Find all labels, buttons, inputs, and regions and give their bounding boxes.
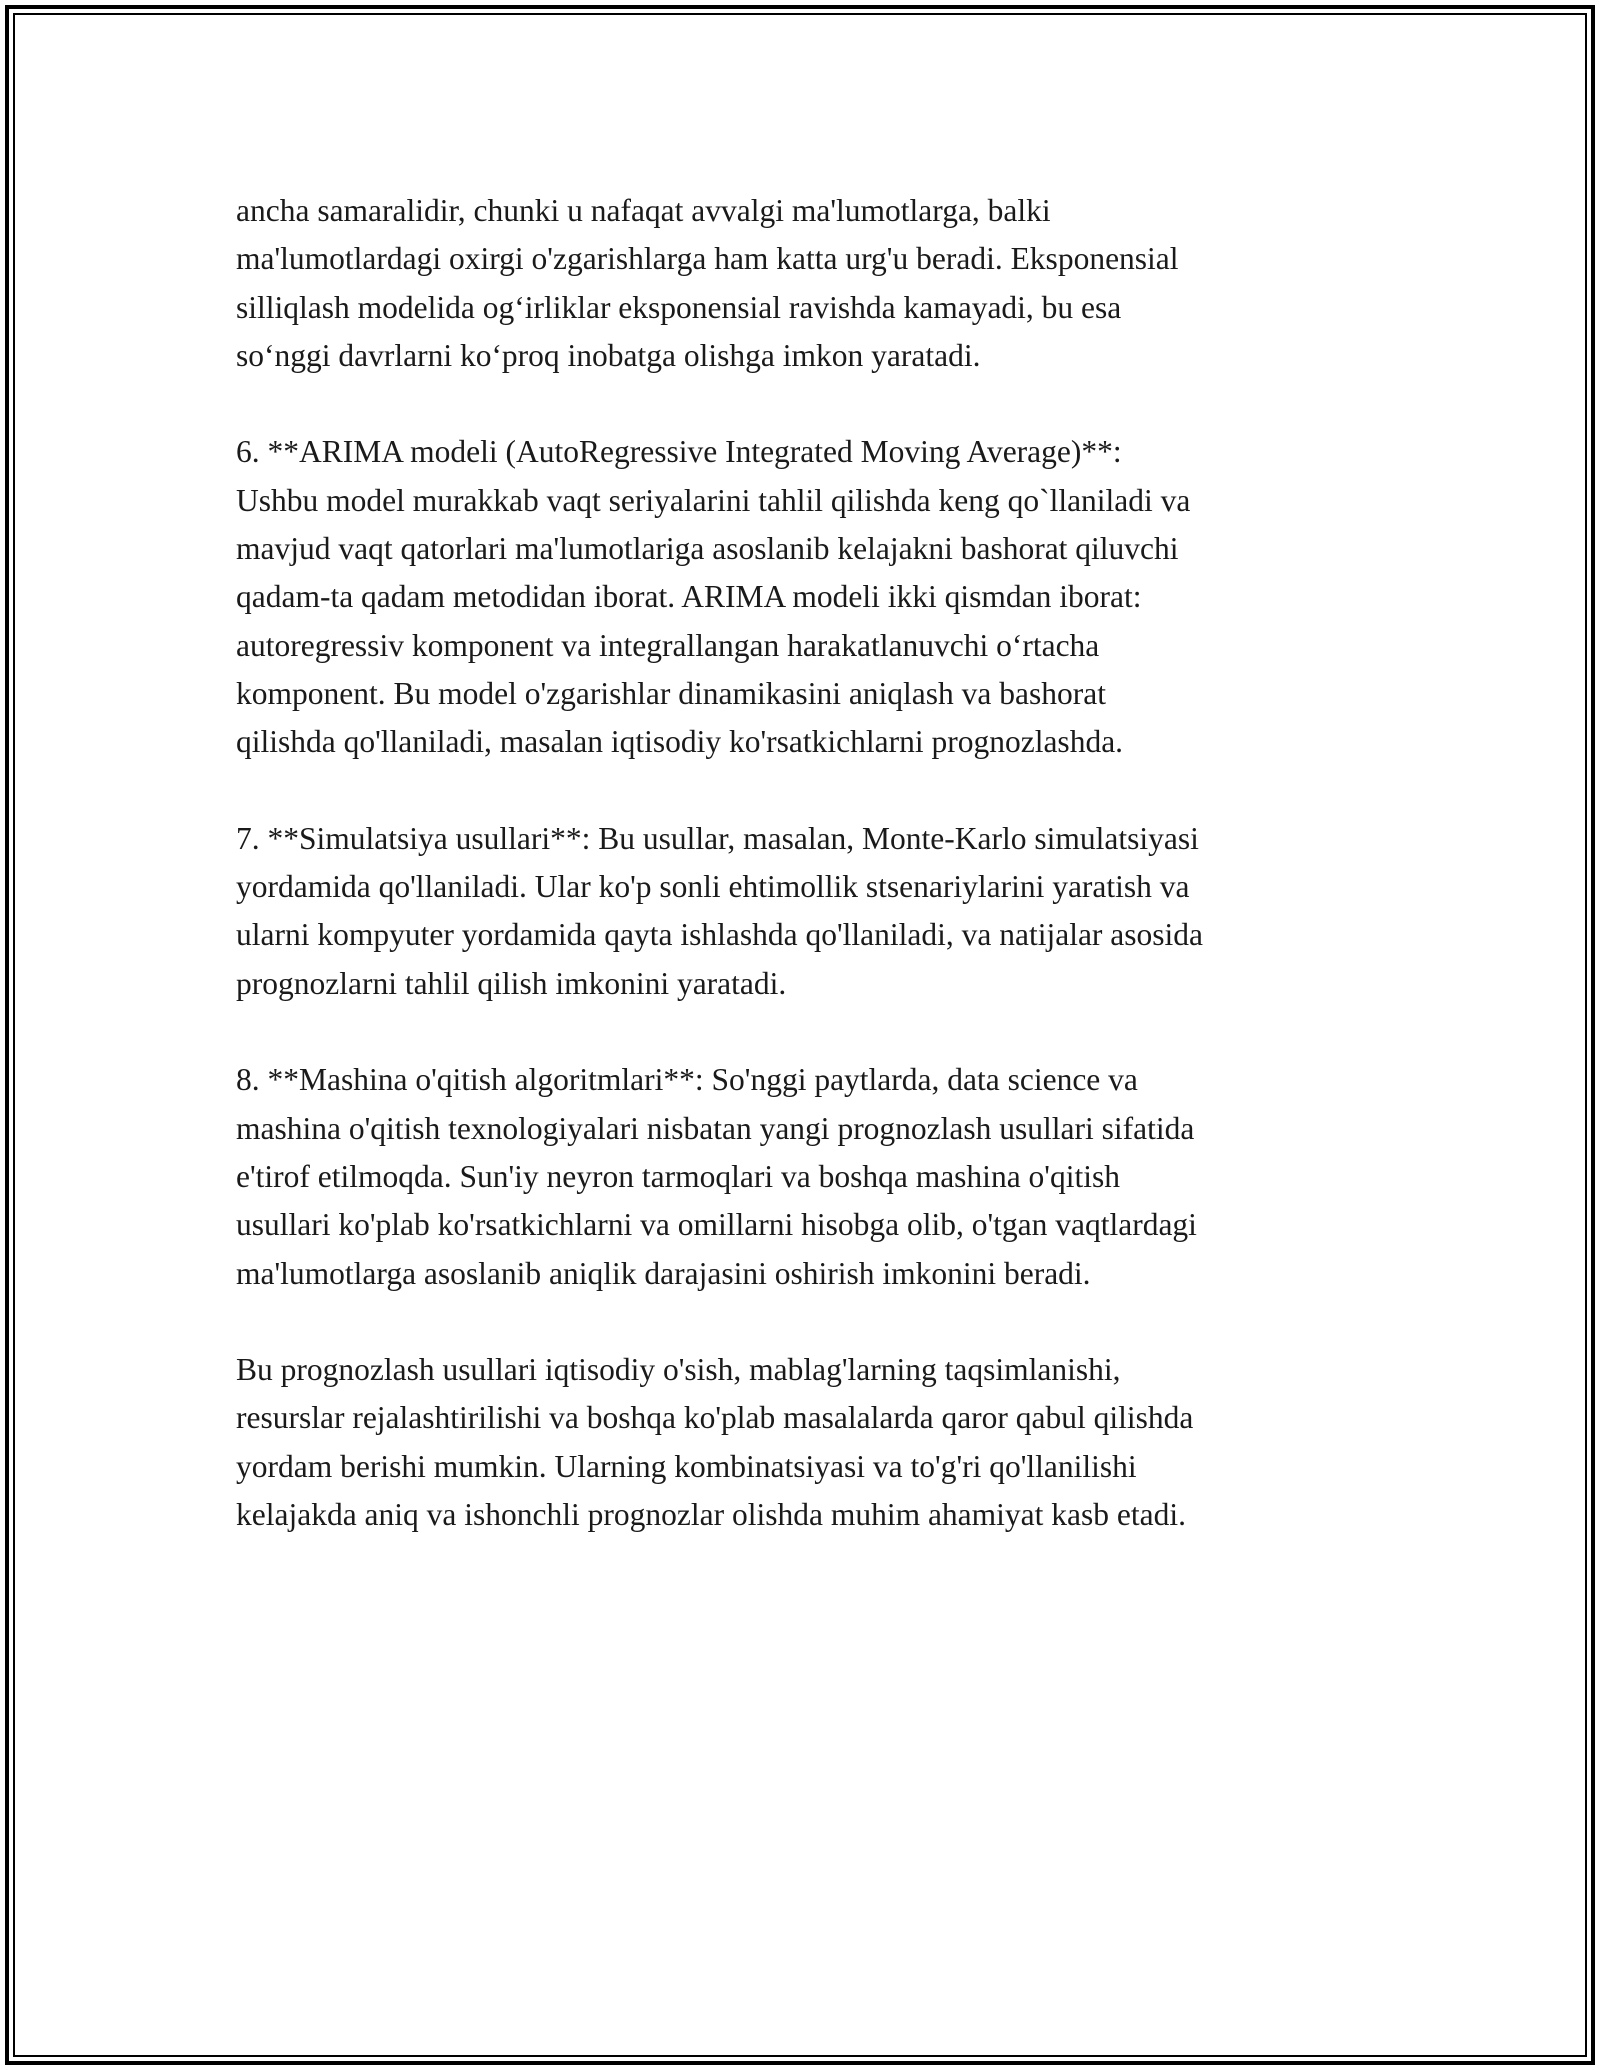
text-line: yordam berishi mumkin. Ularning kombinatsiyasi va to'g'ri qo'llanilishi	[236, 1448, 1137, 1484]
text-line: komponent. Bu model o'zgarishlar dinamikasini aniqlash va bashorat	[236, 675, 1106, 711]
paragraph-exponential-smoothing	[236, 187, 1366, 380]
text-line: kelajakda aniq va ishonchli prognozlar olishda muhim ahamiyat kasb etadi.	[236, 1497, 1186, 1533]
text-line: Ushbu model murakkab vaqt seriyalarini tahlil qilishda keng qo`llaniladi va	[236, 482, 1191, 518]
text-line: ma'lumotlardagi oxirgi o'zgarishlarga ham katta urg'u beradi. Eksponensial	[236, 241, 1179, 277]
text-line: Bu prognozlash usullari iqtisodiy o'sish, mablag'larning taqsimlanishi,	[236, 1352, 1121, 1388]
text-line: mavjud vaqt qatorlari ma'lumotlariga asoslanib kelajakni bashorat qiluvchi	[236, 531, 1179, 567]
text-line: ma'lumotlarga asoslanib aniqlik darajasini oshirish imkonini beradi.	[236, 1255, 1091, 1291]
document-body	[236, 187, 1366, 1588]
paragraph-arima-model	[236, 428, 1366, 766]
text-line: prognozlarni tahlil qilish imkonini yaratadi.	[236, 965, 787, 1001]
text-line: 6. **ARIMA modeli (AutoRegressive Integrated Moving Average)**:	[236, 434, 1122, 470]
paragraph-machine-learning	[236, 1056, 1366, 1297]
text-line: ancha samaralidir, chunki u nafaqat avvalgi ma'lumotlarga, balki	[236, 193, 1051, 228]
text-line: qadam-ta qadam metodidan iborat. ARIMA modeli ikki qismdan iborat:	[236, 579, 1142, 615]
text-line: usullari ko'plab ko'rsatkichlarni va omillarni hisobga olib, o'tgan vaqtlardagi	[236, 1207, 1197, 1243]
text-line: 7. **Simulatsiya usullari**: Bu usullar, masalan, Monte-Karlo simulatsiyasi	[236, 820, 1199, 856]
text-line: e'tirof etilmoqda. Sun'iy neyron tarmoqlari va boshqa mashina o'qitish	[236, 1158, 1120, 1194]
text-line: ularni kompyuter yordamida qayta ishlashda qo'llaniladi, va natijalar asosida	[236, 917, 1204, 953]
text-line: resurslar rejalashtirilishi va boshqa ko'plab masalalarda qaror qabul qilishda	[236, 1400, 1194, 1436]
text-line: yordamida qo'llaniladi. Ular ko'p sonli ehtimollik stsenariylarini yaratish va	[236, 869, 1190, 905]
text-line: 8. **Mashina o'qitish algoritmlari**: So'nggi paytlarda, data science va	[236, 1062, 1138, 1098]
text-line: autoregressiv komponent va integrallangan harakatlanuvchi o‘rtacha	[236, 627, 1100, 663]
paragraph-simulation-methods	[236, 815, 1366, 1008]
text-line: so‘nggi davrlarni ko‘proq inobatga olishga imkon yaratadi.	[236, 337, 981, 373]
paragraph-conclusion	[236, 1346, 1366, 1539]
text-line: silliqlash modelida og‘irliklar eksponensial ravishda kamayadi, bu esa	[236, 289, 1122, 325]
text-line: mashina o'qitish texnologiyalari nisbatan yangi prognozlash usullari sifatida	[236, 1110, 1195, 1146]
text-line: qilishda qo'llaniladi, masalan iqtisodiy ko'rsatkichlarni prognozlashda.	[236, 724, 1124, 760]
